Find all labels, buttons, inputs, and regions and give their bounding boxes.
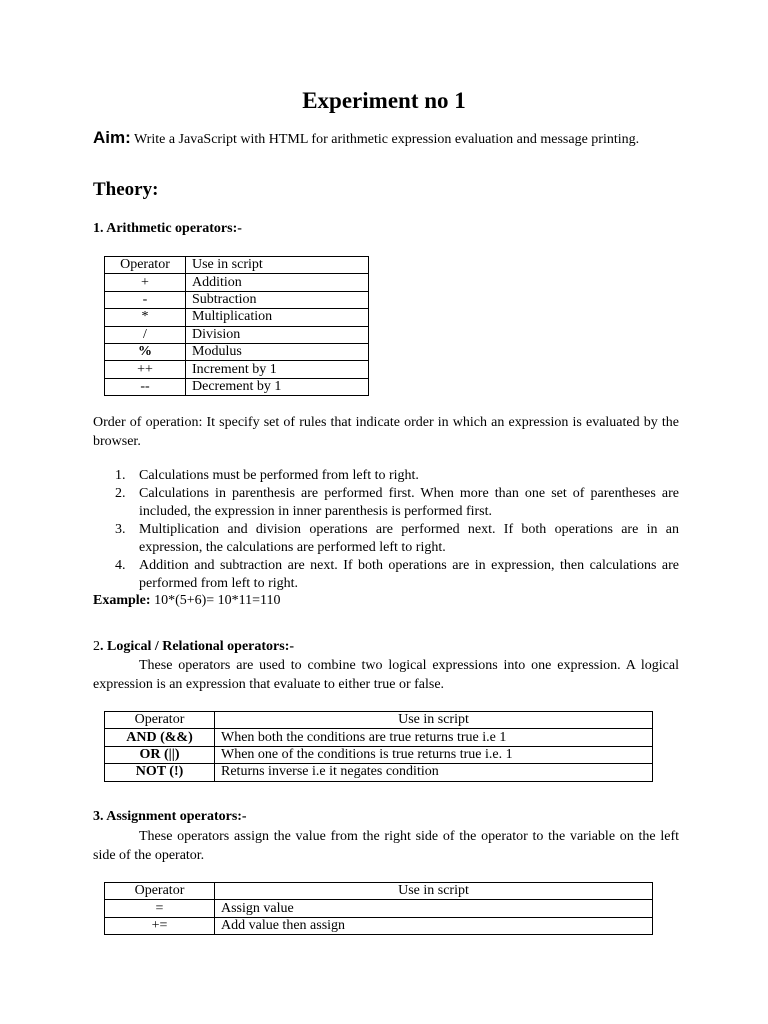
use-cell: When both the conditions are true returns true i.e 1 — [215, 729, 653, 746]
table-header-cell: Use in script — [215, 883, 653, 900]
aim-text: Write a JavaScript with HTML for arithmetic expression evaluation and message printing. — [130, 132, 640, 147]
list-item-number: 1. — [115, 468, 126, 483]
list-item-text: Calculations must be performed from left to right. — [139, 468, 419, 483]
assignment-description: These operators assign the value from the right side of the operator to the variable on the left side of the operator. — [93, 829, 679, 863]
operator-cell: ++ — [105, 361, 186, 378]
list-item-text: Calculations in parenthesis are performed first. When more than one set of parentheses are included, the expression in inner parenthesis is performed first. — [139, 486, 679, 519]
aim-label: Aim: — [93, 128, 131, 147]
table-header-cell: Use in script — [186, 257, 369, 274]
table-row — [105, 900, 653, 917]
use-cell: When one of the conditions is true returns true i.e. 1 — [215, 746, 653, 763]
table-row — [105, 309, 369, 326]
table-row — [105, 378, 369, 395]
theory-heading: Theory: — [93, 179, 159, 200]
operator-cell: - — [105, 291, 186, 308]
use-cell: Increment by 1 — [186, 361, 369, 378]
list-item — [93, 557, 679, 593]
table-header-cell: Operator — [105, 883, 215, 900]
list-item-number: 3. — [115, 522, 126, 537]
table-row — [105, 361, 369, 378]
use-cell: Add value then assign — [215, 917, 653, 934]
table-row — [105, 729, 653, 746]
table-row — [105, 746, 653, 763]
table-header-row — [105, 712, 653, 729]
example-text: 10*(5+6)= 10*11=110 — [150, 593, 281, 608]
aim-paragraph — [93, 128, 679, 150]
arithmetic-operators-table — [104, 256, 369, 396]
arithmetic-heading: 1. Arithmetic operators:- — [93, 221, 242, 236]
table-row — [105, 326, 369, 343]
order-steps-list — [93, 467, 679, 593]
operator-cell: + — [105, 274, 186, 291]
table-header-row — [105, 257, 369, 274]
logical-description: These operators are used to combine two logical expressions into one expression. A logical expression is an expression that evaluate to either true or false. — [93, 658, 679, 692]
list-item-text: Multiplication and division operations are performed next. If both operations are in an expression, the calculations are performed left to right. — [139, 522, 679, 555]
operator-cell: NOT (!) — [105, 764, 215, 781]
table-row — [105, 343, 369, 360]
table-row — [105, 291, 369, 308]
list-item-number: 2. — [115, 486, 126, 501]
list-item — [93, 485, 679, 521]
operator-cell: OR (||) — [105, 746, 215, 763]
logical-heading — [93, 639, 294, 655]
use-cell: Division — [186, 326, 369, 343]
use-cell: Subtraction — [186, 291, 369, 308]
list-item — [93, 521, 679, 557]
assignment-operators-table — [104, 882, 653, 935]
use-cell: Modulus — [186, 343, 369, 360]
example-label: Example: — [93, 593, 151, 608]
logical-heading-number: 2 — [93, 639, 100, 654]
operator-cell: * — [105, 309, 186, 326]
table-row — [105, 274, 369, 291]
page-title: Experiment no 1 — [302, 88, 466, 113]
operator-cell: += — [105, 917, 215, 934]
table-header-cell: Use in script — [215, 712, 653, 729]
list-item-number: 4. — [115, 558, 126, 573]
table-header-row — [105, 883, 653, 900]
logical-heading-text: . Logical / Relational operators:- — [100, 639, 295, 654]
list-item — [93, 467, 679, 485]
operator-cell: = — [105, 900, 215, 917]
table-row — [105, 764, 653, 781]
table-row — [105, 917, 653, 934]
use-cell: Addition — [186, 274, 369, 291]
logical-operators-table — [104, 711, 653, 782]
assignment-heading: 3. Assignment operators:- — [93, 809, 247, 824]
use-cell: Multiplication — [186, 309, 369, 326]
table-header-cell: Operator — [105, 712, 215, 729]
table-header-cell: Operator — [105, 257, 186, 274]
operator-cell: -- — [105, 378, 186, 395]
order-of-operation-text: Order of operation: It specify set of rules that indicate order in which an expression is evaluated by the browser. — [93, 415, 679, 449]
list-item-text: Addition and subtraction are next. If both operations are in expression, then calculations are performed from left to right. — [139, 558, 679, 591]
use-cell: Decrement by 1 — [186, 378, 369, 395]
use-cell: Assign value — [215, 900, 653, 917]
operator-cell: % — [105, 343, 186, 360]
operator-cell: AND (&&) — [105, 729, 215, 746]
operator-cell: / — [105, 326, 186, 343]
use-cell: Returns inverse i.e it negates condition — [215, 764, 653, 781]
example-line — [93, 593, 281, 609]
